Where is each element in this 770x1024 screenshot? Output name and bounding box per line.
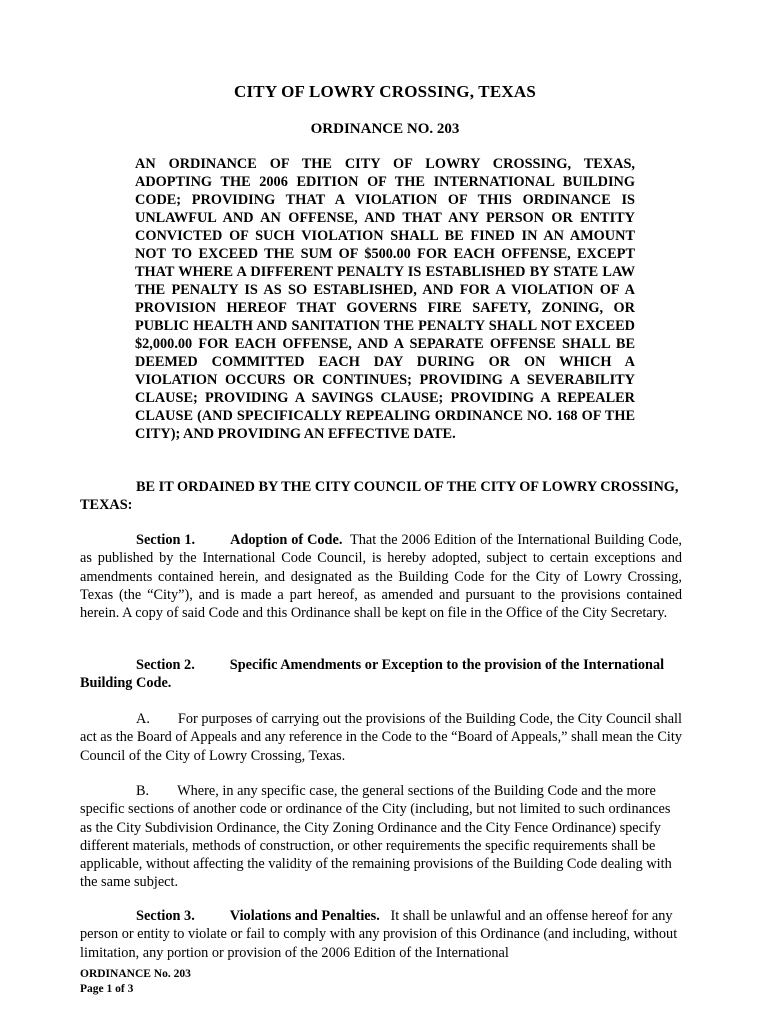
- item-b: [80, 782, 682, 892]
- section-1-label: Section 1.: [136, 532, 196, 548]
- ordinance-number: ORDINANCE NO. 203: [310, 121, 460, 137]
- ordinance-caption: AN ORDINANCE OF THE CITY OF LOWRY CROSSING, TEXAS, ADOPTING THE 2006 EDITION OF THE INTERNATIONAL BUILDING CODE; PROVIDING THAT A VIOLATION OF THIS ORDINANCE IS UNLAWFUL AND AN OFFENSE, AND THAT ANY PERSON OR ENTITY CONVICTED OF SUCH VIOLATION SHALL BE FINED IN AN AMOUNT NOT TO EXCEED THE SUM OF $500.00 FOR EACH OFFENSE, EXCEPT THAT WHERE A DIFFERENT PENALTY IS ESTABLISHED BY STATE LAW THE PENALTY IS AS SO ESTABLISHED, AND FOR A VIOLATION OF A PROVISION HEREOF THAT GOVERNS FIRE SAFETY, ZONING, OR PUBLIC HEALTH AND SANITATION THE PENALTY SHALL NOT EXCEED $2,000.00 FOR EACH OFFENSE, AND A SEPARATE OFFENSE SHALL BE DEEMED COMMITTED EACH DAY DURING OR ON WHICH A VIOLATION OCCURS OR CONTINUES; PROVIDING A SEVERABILITY CLAUSE; PROVIDING A SAVINGS CLAUSE; PROVIDING A REPEALER CLAUSE (AND SPECIFICALLY REPEALING ORDINANCE NO. 168 OF THE CITY); AND PROVIDING AN EFFECTIVE DATE.: [135, 156, 635, 442]
- footer-page-number: Page 1 of 3: [80, 983, 134, 995]
- section-1: [80, 531, 682, 622]
- ordaining-clause: BE IT ORDAINED BY THE CITY COUNCIL OF THE CITY OF LOWRY CROSSING, TEXAS:: [80, 479, 679, 514]
- item-a: [80, 710, 682, 765]
- section-3: [80, 907, 682, 962]
- section-2: [80, 656, 682, 693]
- section-3-text: It shall be unlawful and an offense hereof for any person or entity to violate or fail to comply with any provision of this Ordinance (and including, without limitation, any portion or provision of the 2006 Edition of the International: [80, 908, 678, 961]
- item-b-text: Where, in any specific case, the general sections of the Building Code and the more specific sections of another code or ordinance of the City (including, but not limited to such ordinances as the City Subdivision Ordinance, the City Zoning Ordinance and the City Fence Ordinance) specify different materials, methods of construction, or other requirements the specific requirements shall be applicable, without affecting the validity of the remaining provisions of the Building Code dealing with the same subject.: [80, 783, 672, 891]
- section-1-heading: Adoption of Code.: [230, 532, 343, 548]
- item-a-label: A.: [136, 711, 150, 727]
- page-footer: [80, 967, 191, 997]
- section-2-heading: Specific Amendments or Exception to the provision of the International Building Code.: [80, 657, 665, 692]
- section-3-heading: Violations and Penalties.: [229, 908, 380, 924]
- section-3-label: Section 3.: [136, 908, 195, 924]
- section-1-text: That the 2006 Edition of the International Building Code, as published by the International Code Council, is hereby adopted, subject to certain exceptions and amendments contained herein, and designated as the Building Code for the City of Lowry Crossing, Texas (the “City”), and is made a part hereof, as amended and pursuant to the provisions contained herein. A copy of said Code and this Ordinance shall be kept on file in the Office of the City Secretary.: [80, 532, 682, 622]
- section-2-label: Section 2.: [136, 657, 195, 673]
- document-title: CITY OF LOWRY CROSSING, TEXAS: [234, 82, 536, 101]
- item-a-text: For purposes of carrying out the provisions of the Building Code, the City Council shall act as the Board of Appeals and any reference in the Code to the “Board of Appeals,” shall mean the City Council of the City of Lowry Crossing, Texas.: [80, 711, 682, 764]
- footer-ordinance: ORDINANCE No. 203: [80, 968, 191, 980]
- item-b-label: B.: [136, 783, 150, 799]
